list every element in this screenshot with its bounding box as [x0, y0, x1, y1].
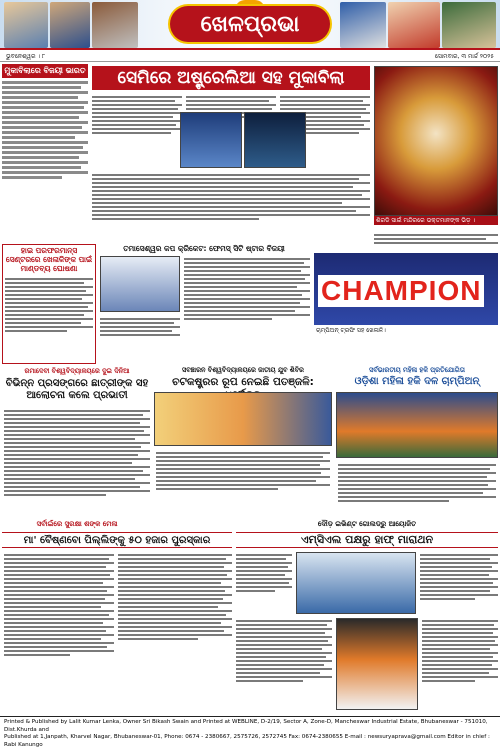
- temple-photo: [374, 66, 498, 216]
- story7-body-col2: [118, 552, 232, 642]
- masthead-photo-athlete-2: [50, 2, 90, 48]
- story8-headline: ଏମ୍‌ସିଏଲ ପକ୍ଷରୁ ହାଫ୍ ମାରାଥନ: [236, 532, 498, 548]
- story8-body-lower: [236, 618, 332, 684]
- story7-kicker: ସର୍ବାଇଁରେ ସୁରକ୍ଷା ଶଙ୍କ ମେଳା: [36, 520, 118, 528]
- story7-headline: ମା' ବୈଷ୍ଣବୋ ପିଲ୍ଲିଙ୍କୁ ୫୦ ହଜାର ପୁରସ୍କାର: [2, 532, 232, 548]
- story3-body-left: [100, 316, 180, 338]
- story7-body-col1: [4, 552, 114, 658]
- story4-headline: ବିଭିନ୍ନ ପ୍ରସଙ୍ଗରେ ଛାତ୍ରୀଙ୍କ ସହ ଆଲୋଚନା କଲେ ପ୍ରଭାତୀ: [5, 378, 149, 401]
- story4-kicker: ରମାଦେବୀ ବିଶ୍ୱବିଦ୍ୟାଳୟରେ ଦୁଇ ଦିନିଆ: [2, 366, 152, 376]
- masthead-photo-athlete-1: [4, 2, 48, 48]
- imprint-footer: [0, 716, 500, 748]
- story6-headline: ଓଡ଼ିଶା ମହିଳା ହକି ଦଳ ଚାମ୍ପିଅନ୍: [354, 376, 480, 387]
- cricket-photo-2: [244, 112, 306, 168]
- story2-headline: ହାଇ ପରଫରମାନ୍ସ ସେଣ୍ଟରରେ ଖେଳାଳିଙ୍କ ପାଇଁ ମାଣ୍ଡବ୍ୟ ଘୋଷଣା: [5, 246, 93, 273]
- dateline-date: ସୋମବାର, ୩ ମାର୍ଚ୍ଚ ୨୦୨୫: [434, 53, 494, 60]
- masthead-photo-athlete-3: [92, 2, 138, 48]
- story3-headline: ତମାସେଶ୍ୱର କପ କ୍ରିକେଟ: ଫେମସ୍ ସିଟି ଷ୍ଟାର ବିଜୟୀ: [123, 244, 285, 253]
- right-column-text: [374, 232, 498, 246]
- imprint-line-2: Published at 1,Janpath, Kharvel Nagar, Bhubaneswar-01, Phone: 0674 - 2380667, 2575726, 2572745 Fax: 0674-2380655 E-mail : newsuryaprava@gmail.com Editor in chief : Rabi Kanungo: [4, 734, 490, 748]
- lead-body-col1: [92, 94, 182, 136]
- lead-body-lower: [92, 172, 370, 222]
- masthead: [0, 0, 500, 50]
- story8-body-lower-right: [422, 618, 498, 684]
- story8-body-left: [236, 552, 292, 594]
- story8-body-right: [420, 552, 498, 602]
- dateline: [0, 52, 500, 62]
- lead-headline: ସେମିରେ ଅଷ୍ଟ୍ରେଲିଆ ସହ ମୁକାବିଲା: [92, 66, 370, 90]
- story5-photo: [154, 392, 332, 446]
- story6-photo: [336, 392, 498, 458]
- left-column-text: [2, 81, 88, 179]
- story6-kicker: ସର୍ବଭାରତୀୟ ମହିଳା ହକି ପ୍ରତିଯୋଗିତା: [369, 366, 465, 374]
- story4-body: [4, 408, 150, 498]
- story6-body: [338, 462, 496, 504]
- story5-body: [156, 450, 330, 492]
- champion-banner-text: CHAMPION: [318, 275, 484, 307]
- dateline-left: ଭୁବନେଶ୍ୱର । ୮: [6, 53, 46, 60]
- story8-photo-2: [336, 618, 418, 710]
- story3-photo: [100, 256, 180, 312]
- left-column: [2, 64, 88, 181]
- story8-kicker: ଦୌଡ଼ ଇଭିଣ୍ଟ ଗୋଲଡ୍ରୁ ଆୟୋଜିତ: [317, 520, 417, 528]
- story3-body-right: [184, 256, 310, 322]
- story5-kicker: ସବଞ୍ଚାରନ ବିଶ୍ୱବିଦ୍ୟାଳୟରେ ଜାତୀୟ ଯୁବ ଶିବିର: [182, 366, 304, 374]
- masthead-photo-athlete-6: [442, 2, 496, 48]
- story8-photo-1: [296, 552, 416, 614]
- cricket-photo-1: [180, 112, 242, 168]
- masthead-title: ଖେଳପ୍ରଭା: [170, 6, 330, 42]
- story2-body: [5, 276, 93, 334]
- imprint-line-1: Printed & Published by Lalit Kumar Lenka, Owner Sri Bikash Swain and Printed at WEBLINE, D-2/19, Sector A, Zone-D, Mancheswar Industrial Estate, Bhubaneswar - 751010, Dist.Khurda and: [4, 719, 488, 733]
- masthead-photo-athlete-4: [340, 2, 386, 48]
- temple-photo-caption: ଶିରଡି ସାଇଁ ମନ୍ଦିରରେ ଭକ୍ତମାନଙ୍କ ଭିଡ଼ ।: [374, 216, 498, 225]
- champion-photo: [314, 253, 498, 325]
- left-column-kicker: ମୁକାବିଲାରେ ବିଜୟୀ ଭାରତ: [2, 64, 88, 78]
- masthead-photo-athlete-5: [388, 2, 440, 48]
- story5-headline: ଚଟକଷ୍ଟ୍ରର ରୂପ ନେଇଛି ପତଞ୍ଜଳି:: [172, 376, 314, 388]
- champion-caption: ଚାମ୍ପିଅନ୍ ଟ୍ରଫି ସହ ଖେଳାଳି।: [314, 326, 498, 335]
